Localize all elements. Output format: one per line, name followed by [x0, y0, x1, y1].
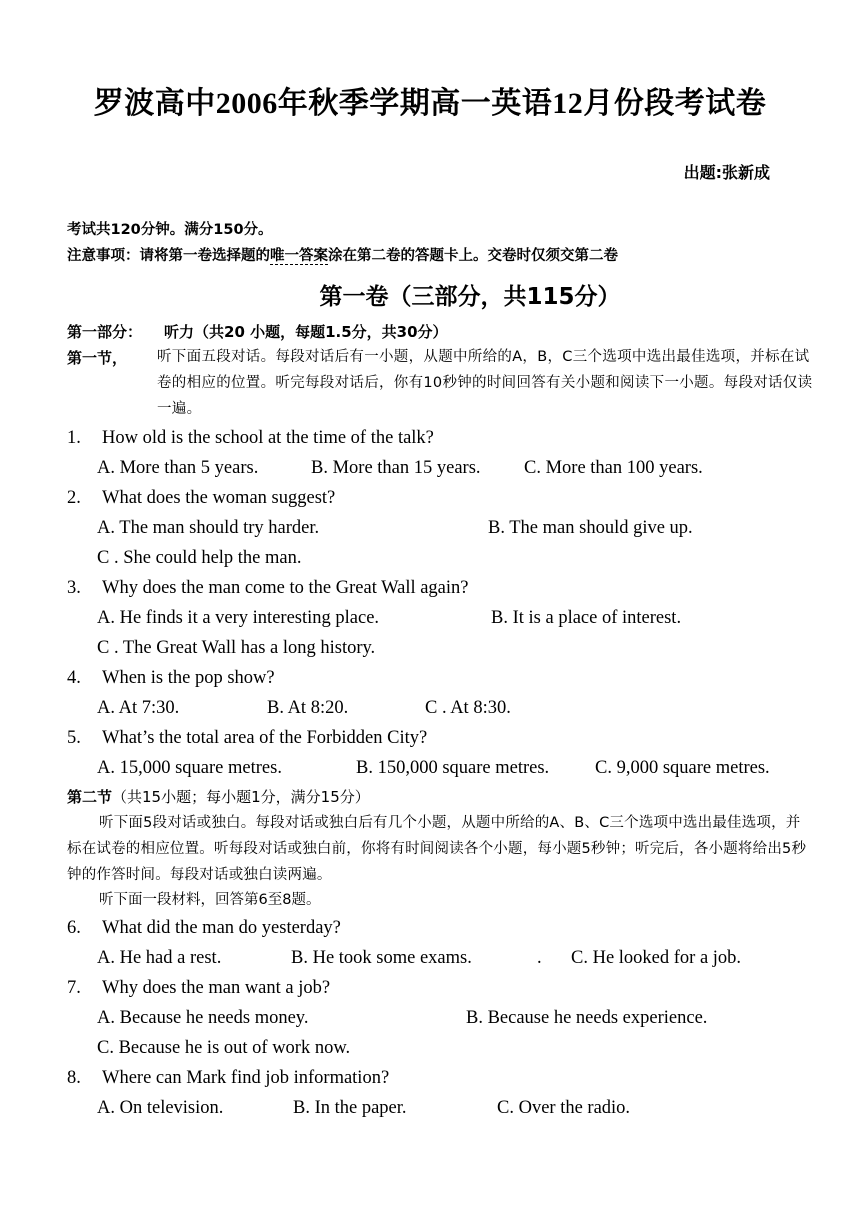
option-c: C. Over the radio.	[497, 1098, 631, 1118]
question-text: Why does the man come to the Great Wall again?	[102, 578, 469, 598]
part1-label: 第一部分：	[67, 323, 143, 341]
question-number: 2.	[67, 488, 81, 508]
option-b: B. More than 15 years.	[311, 458, 481, 478]
question-text: What does the woman suggest?	[102, 488, 336, 508]
notice-label: 注意事项：请将第一卷选择题的	[67, 248, 270, 264]
notice-rest: 涂在第二卷的答题卡上。交卷时仅须交第二卷	[328, 248, 618, 264]
option-c: C . The Great Wall has a long history.	[97, 638, 376, 658]
option-b: B. He took some exams.	[291, 948, 472, 968]
section1-instructions: 听下面五段对话。每段对话后有一小题，从题中所给的A，B，C三个选项中选出最佳选项，并标在试卷的相应的位置。听完每段对话后，你有10秒钟的时间回答有关小题和阅读下一小题。每段对话仅读一遍。	[157, 349, 813, 417]
author-line: 出题:张新成	[683, 163, 770, 182]
option-c: C. More than 100 years.	[524, 458, 703, 478]
exam-title: 罗波高中2006年秋季学期高一英语12月份段考试卷	[93, 87, 767, 120]
exam-info: 考试共120分钟。满分150分。	[67, 222, 273, 238]
question-number: 5.	[67, 728, 81, 748]
question-text: Why does the man want a job?	[102, 978, 331, 998]
option-b: B. Because he needs experience.	[466, 1008, 708, 1028]
question-text: Where can Mark find job information?	[102, 1068, 390, 1088]
question-number: 3.	[67, 578, 81, 598]
question-text: What’s the total area of the Forbidden City?	[102, 728, 428, 748]
question-text: When is the pop show?	[102, 668, 275, 688]
option-c: C. Because he is out of work now.	[97, 1038, 351, 1058]
option-b: B. 150,000 square metres.	[356, 758, 550, 778]
question-number: 4.	[67, 668, 81, 688]
section2-subinstruction: 听下面一段材料，回答第6至8题。	[99, 892, 321, 908]
option-b: B. It is a place of interest.	[491, 608, 682, 628]
question-number: 6.	[67, 918, 81, 938]
section-title: 第一卷（三部分，共115分）	[319, 284, 621, 310]
section1-label: 第一节，	[67, 349, 128, 367]
part1-heading	[67, 321, 448, 342]
section2-label-rest: （共15小题；每小题1分，满分15分）	[112, 788, 370, 806]
question-text: How old is the school at the time of the talk?	[102, 428, 434, 448]
option-a: A. On television.	[97, 1098, 224, 1118]
part1-text: 听力（共20 小题，每题1.5分，共30分）	[164, 323, 448, 341]
option-c: C. He looked for a job.	[571, 948, 742, 968]
option-a: A. 15,000 square metres.	[97, 758, 282, 778]
option-c: C. 9,000 square metres.	[595, 758, 770, 778]
notice	[67, 244, 618, 265]
option-stray-dot: .	[537, 948, 542, 968]
option-a: A. Because he needs money.	[97, 1008, 309, 1028]
option-a: A. He had a rest.	[97, 948, 222, 968]
option-b: B. In the paper.	[293, 1098, 407, 1118]
option-a: A. He finds it a very interesting place.	[97, 608, 380, 628]
option-c: C . She could help the man.	[97, 548, 302, 568]
option-a: A. More than 5 years.	[97, 458, 259, 478]
question-number: 1.	[67, 428, 81, 448]
option-b: B. At 8:20.	[267, 698, 349, 718]
question-number: 7.	[67, 978, 81, 998]
notice-underlined: 唯一答案	[270, 248, 328, 264]
question-number: 8.	[67, 1068, 81, 1088]
option-b: B. The man should give up.	[488, 518, 693, 538]
section2-instructions: 听下面5段对话或独白。每段对话或独白后有几个小题，从题中所给的A、B、C三个选项中选出最佳选项，并标在试卷的相应位置。听每段对话或独白前，你将有时间阅读各个小题，每小题5秒钟；听完后，各小题将给出5秒钟的作答时间。每段对话或独白读两遍。	[67, 815, 807, 883]
section2-heading	[67, 786, 370, 807]
option-a: A. The man should try harder.	[97, 518, 320, 538]
option-a: A. At 7:30.	[97, 698, 180, 718]
section2-label: 第二节	[67, 788, 113, 806]
question-text: What did the man do yesterday?	[102, 918, 341, 938]
option-c: C . At 8:30.	[425, 698, 511, 718]
